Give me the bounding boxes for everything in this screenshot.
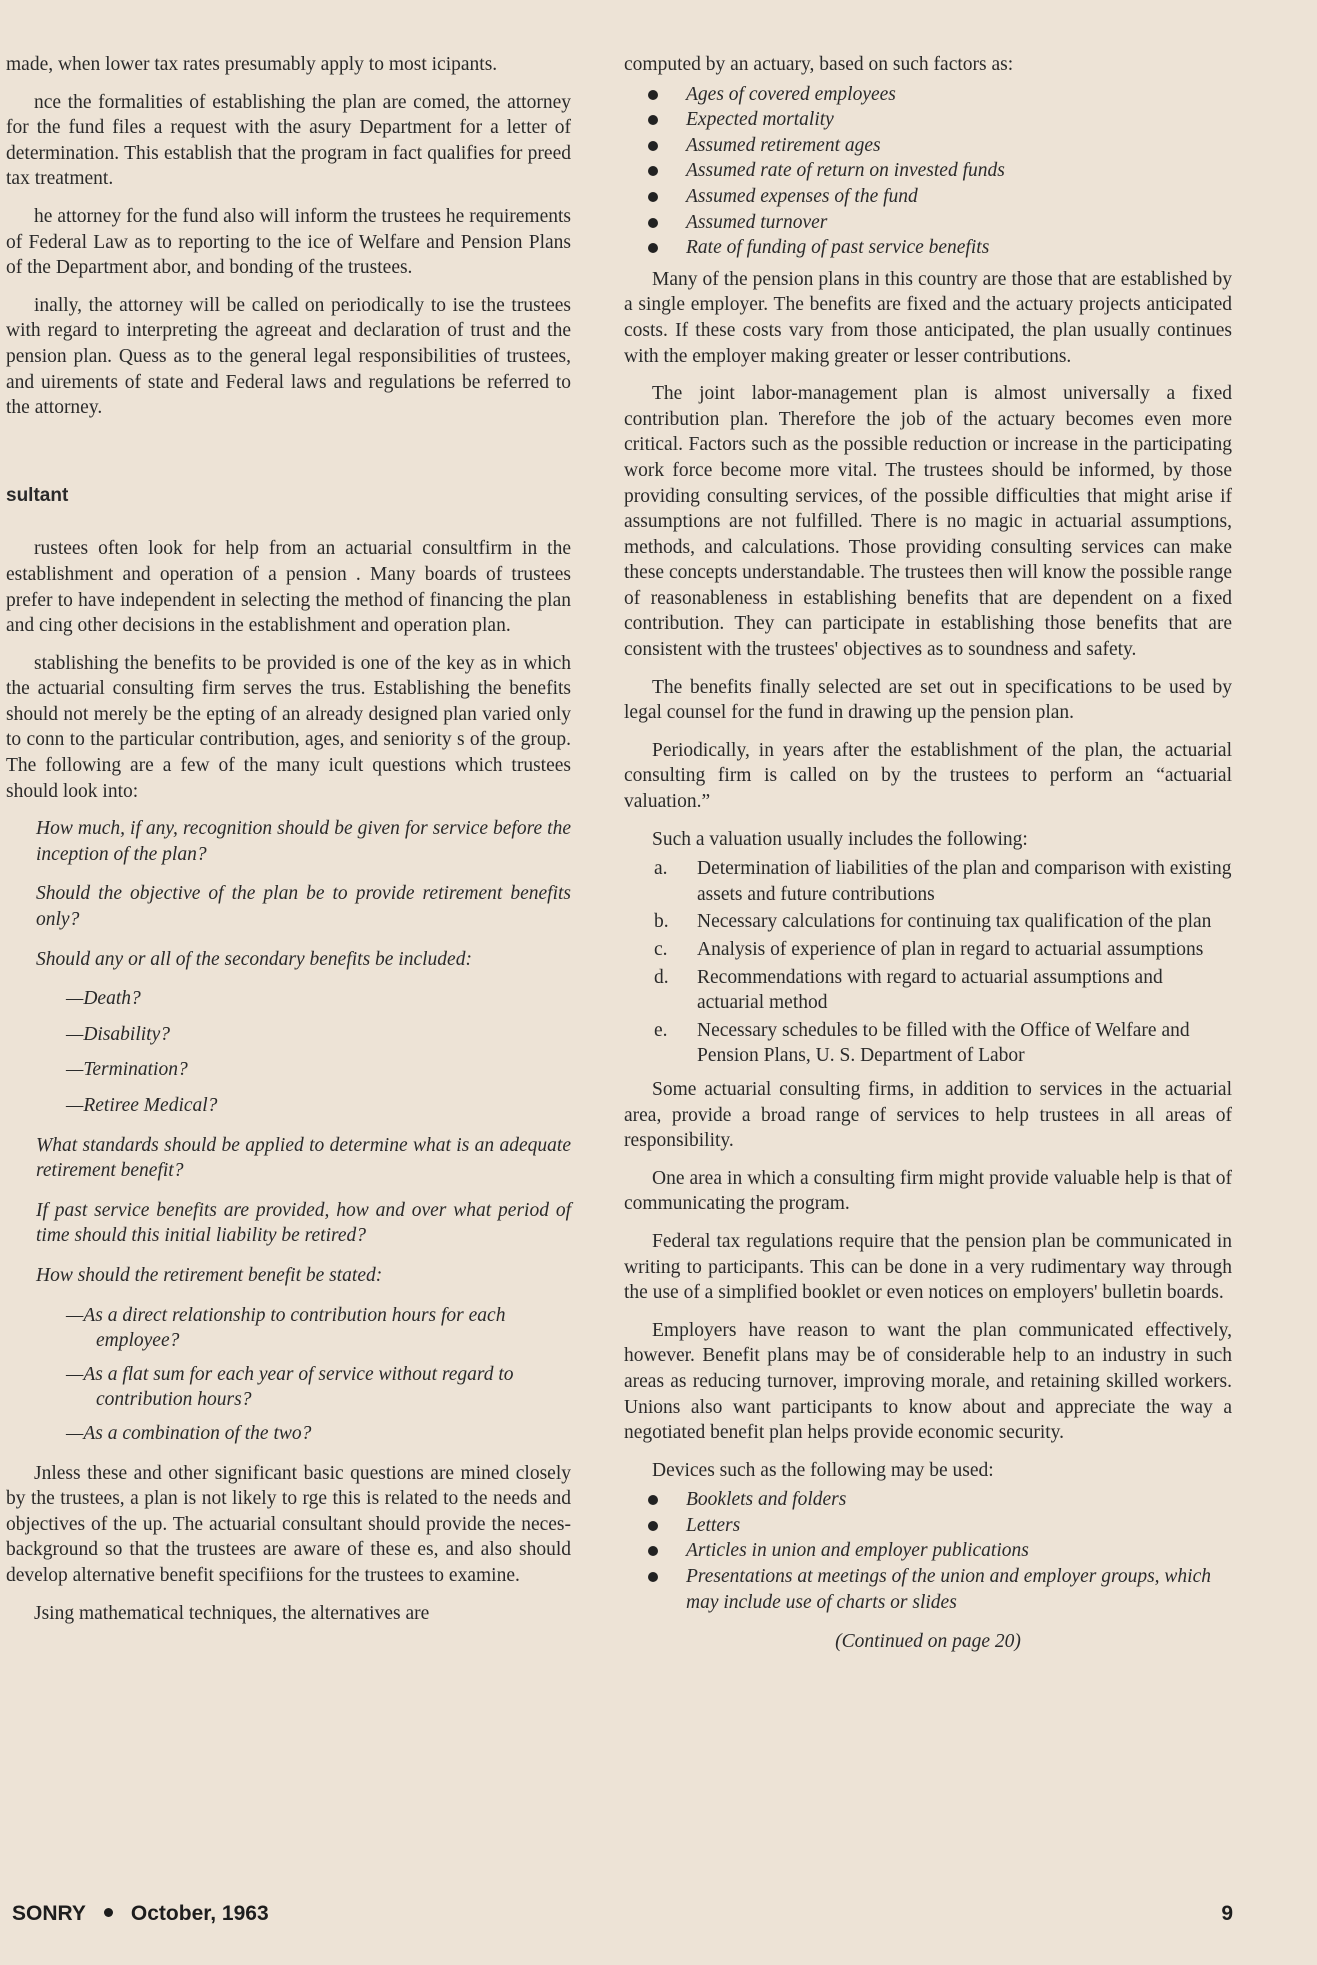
list-item: Rate of funding of past service benefits xyxy=(624,235,1232,261)
paragraph: made, when lower tax rates presumably apply to most icipants. xyxy=(6,54,498,75)
list-item: Letters xyxy=(624,1513,1232,1539)
question-subitem: —Retiree Medical? xyxy=(66,1095,218,1116)
factor-list xyxy=(624,82,1232,261)
question: How should the retirement benefit be stated: xyxy=(36,1264,383,1286)
paragraph: Many of the pension plans in this country are those that are established by a single employer. The benefits are fixed and the actuary projects anticipated costs. If these costs vary from those anticipated, the plan usually continues with the employer making greater or lesser contributions. xyxy=(624,268,1232,367)
list-item: Assumed turnover xyxy=(624,210,1232,236)
list-marker: a. xyxy=(654,858,668,880)
list-marker: e. xyxy=(654,1019,668,1041)
paragraph: The joint labor-management plan is almost universally a fixed contribution plan. Therefore the job of the actuary becomes even more critical. Factors such as the possible reduction or increase in the participating work force become more vital. The trustees should be informed, by those providing consulting services, of the possible difficulties that might arise if assumptions are not fulfilled. There is no magic in actuarial assumptions, methods, and calculations. Those providing consulting services can make these concepts understandable. The trustees then will know the possible range of reasonableness in establishing benefits that are dependent on a fixed contribution. They can participate in establishing those benefits that are consistent with the trustees' objectives as to soundness and safety. xyxy=(624,383,1232,661)
right-column xyxy=(624,52,1232,1667)
valuation-list xyxy=(624,856,1232,1069)
paragraph: The benefits finally selected are set out in specifications to be used by legal counsel for the fund in drawing up the pension plan. xyxy=(624,676,1232,724)
list-text: Recommendations with regard to actuarial assumptions and actuarial method xyxy=(697,966,1163,1014)
list-text: Necessary calculations for continuing tax qualification of the plan xyxy=(697,911,1212,933)
list-item: Assumed rate of return on invested funds xyxy=(624,158,1232,184)
device-list xyxy=(624,1487,1232,1615)
list-item: Presentations at meetings of the union and employer groups, which may include use of charts or slides xyxy=(624,1564,1232,1615)
question-subitem: —As a flat sum for each year of service without regard to contribution hours? xyxy=(66,1363,514,1411)
question-subitem: —As a direct relationship to contribution hours for each employee? xyxy=(66,1304,506,1352)
list-item: Articles in union and employer publications xyxy=(624,1538,1232,1564)
list-item: Booklets and folders xyxy=(624,1487,1232,1513)
question: Should any or all of the secondary benefits be included: xyxy=(36,948,472,970)
paragraph: he attorney for the fund also will inform the trustees he requirements of Federal Law as to reporting to the ice of Welfare and Pension Plans of the Department abor, and bonding of the trustees. xyxy=(6,205,571,279)
section-heading: sultant xyxy=(6,484,69,506)
bullet-separator-icon xyxy=(104,1908,113,1917)
list-item xyxy=(624,937,1232,963)
list-item xyxy=(624,909,1232,935)
question-subitem: —As a combination of the two? xyxy=(66,1422,312,1444)
paragraph: computed by an actuary, based on such factors as: xyxy=(624,54,1014,75)
list-item xyxy=(624,1018,1232,1069)
list-text: Determination of liabilities of the plan and comparison with existing assets and future contributions xyxy=(697,858,1232,905)
page-number: 9 xyxy=(1221,1902,1233,1925)
left-column xyxy=(6,52,571,1638)
question: Should the objective of the plan be to provide retirement benefits only? xyxy=(36,883,571,931)
list-item xyxy=(624,965,1232,1016)
question-subitem: —Death? xyxy=(66,988,141,1010)
paragraph: One area in which a consulting firm might provide valuable help is that of communicating the program. xyxy=(624,1167,1232,1215)
paragraph: Periodically, in years after the establishment of the plan, the actuarial consulting firm is called on by the trustees to perform an “actuarial valuation.” xyxy=(624,739,1232,813)
question: If past service benefits are provided, how and over what period of time should this initial liability be retired? xyxy=(36,1199,571,1247)
list-marker: c. xyxy=(654,939,668,960)
paragraph: Devices such as the following may be used: xyxy=(652,1459,994,1481)
list-text: Necessary schedules to be filled with the Office of Welfare and Pension Plans, U. S. Department of Labor xyxy=(697,1019,1190,1067)
list-item: Ages of covered employees xyxy=(624,82,1232,108)
list-item: Assumed expenses of the fund xyxy=(624,184,1232,210)
list-item: Assumed retirement ages xyxy=(624,133,1232,159)
paragraph: Jsing mathematical techniques, the alternatives are xyxy=(34,1602,430,1624)
issue-date: October, 1963 xyxy=(130,1902,269,1925)
question: How much, if any, recognition should be given for service before the inception of the plan? xyxy=(36,818,571,865)
question: What standards should be applied to determine what is an adequate retirement benefit? xyxy=(36,1134,571,1182)
paragraph: Jnless these and other significant basic questions are mined closely by the trustees, a plan is not likely to rge this is related to the needs and objectives of the up. The actuarial consultant should provide the neces- background so that the trustees are aware of these es, and also should develop alternative benefit specifiions for the trustees to examine. xyxy=(6,1462,571,1586)
list-item: Expected mortality xyxy=(624,107,1232,133)
paragraph: stablishing the benefits to be provided is one of the key as in which the actuarial consulting firm serves the trus. Establishing the benefits should not merely be the epting of an already designed plan varied only to conn to the particular contribution, ages, and seniority s of the group. The following are a few of the many icult questions which trustees should look into: xyxy=(6,652,571,802)
list-item xyxy=(624,856,1232,907)
list-marker: d. xyxy=(654,966,669,988)
question-subitem: —Disability? xyxy=(66,1023,171,1045)
paragraph: Such a valuation usually includes the following: xyxy=(652,828,1028,850)
list-marker: b. xyxy=(654,911,669,933)
question-subitem: —Termination? xyxy=(66,1059,188,1081)
paragraph: inally, the attorney will be called on periodically to ise the trustees with regard to interpreting the agreeat and declaration of trust and the pension plan. Quess as to the general legal responsibilities of trustees, and uirements of state and Federal laws and regulations be referred to the attorney. xyxy=(6,294,571,419)
paragraph: nce the formalities of establishing the plan are comed, the attorney for the fund files a request with the asury Department for a letter of determination. This establish that the program in fact qualifies for preed tax treatment. xyxy=(6,91,571,190)
continued-note: (Continued on page 20) xyxy=(835,1631,1021,1653)
page-footer xyxy=(12,1902,1233,1926)
paragraph: Federal tax regulations require that the pension plan be communicated in writing to participants. This can be done in a very rudimentary way through the use of a simplified booklet or even notices on employers' bulletin boards. xyxy=(624,1230,1232,1304)
paragraph: rustees often look for help from an actuarial consultfirm in the establishment and operation of a pension . Many boards of trustees prefer to have independent in selecting the method of financing the plan and cing other decisions in the establishment and operation plan. xyxy=(6,538,571,637)
paragraph: Employers have reason to want the plan communicated effectively, however. Benefit plans may be of considerable help to an industry in such areas as reducing turnover, improving morale, and retaining skilled workers. Unions also want participants to know about and appreciate the way a negotiated benefit plan helps provide economic security. xyxy=(624,1319,1232,1444)
paragraph: Some actuarial consulting firms, in addition to services in the actuarial area, provide a broad range of services to help trustees in all areas of responsibility. xyxy=(624,1078,1232,1152)
publication-name: SONRY xyxy=(12,1902,86,1925)
list-text: Analysis of experience of plan in regard to actuarial assumptions xyxy=(697,939,1204,960)
